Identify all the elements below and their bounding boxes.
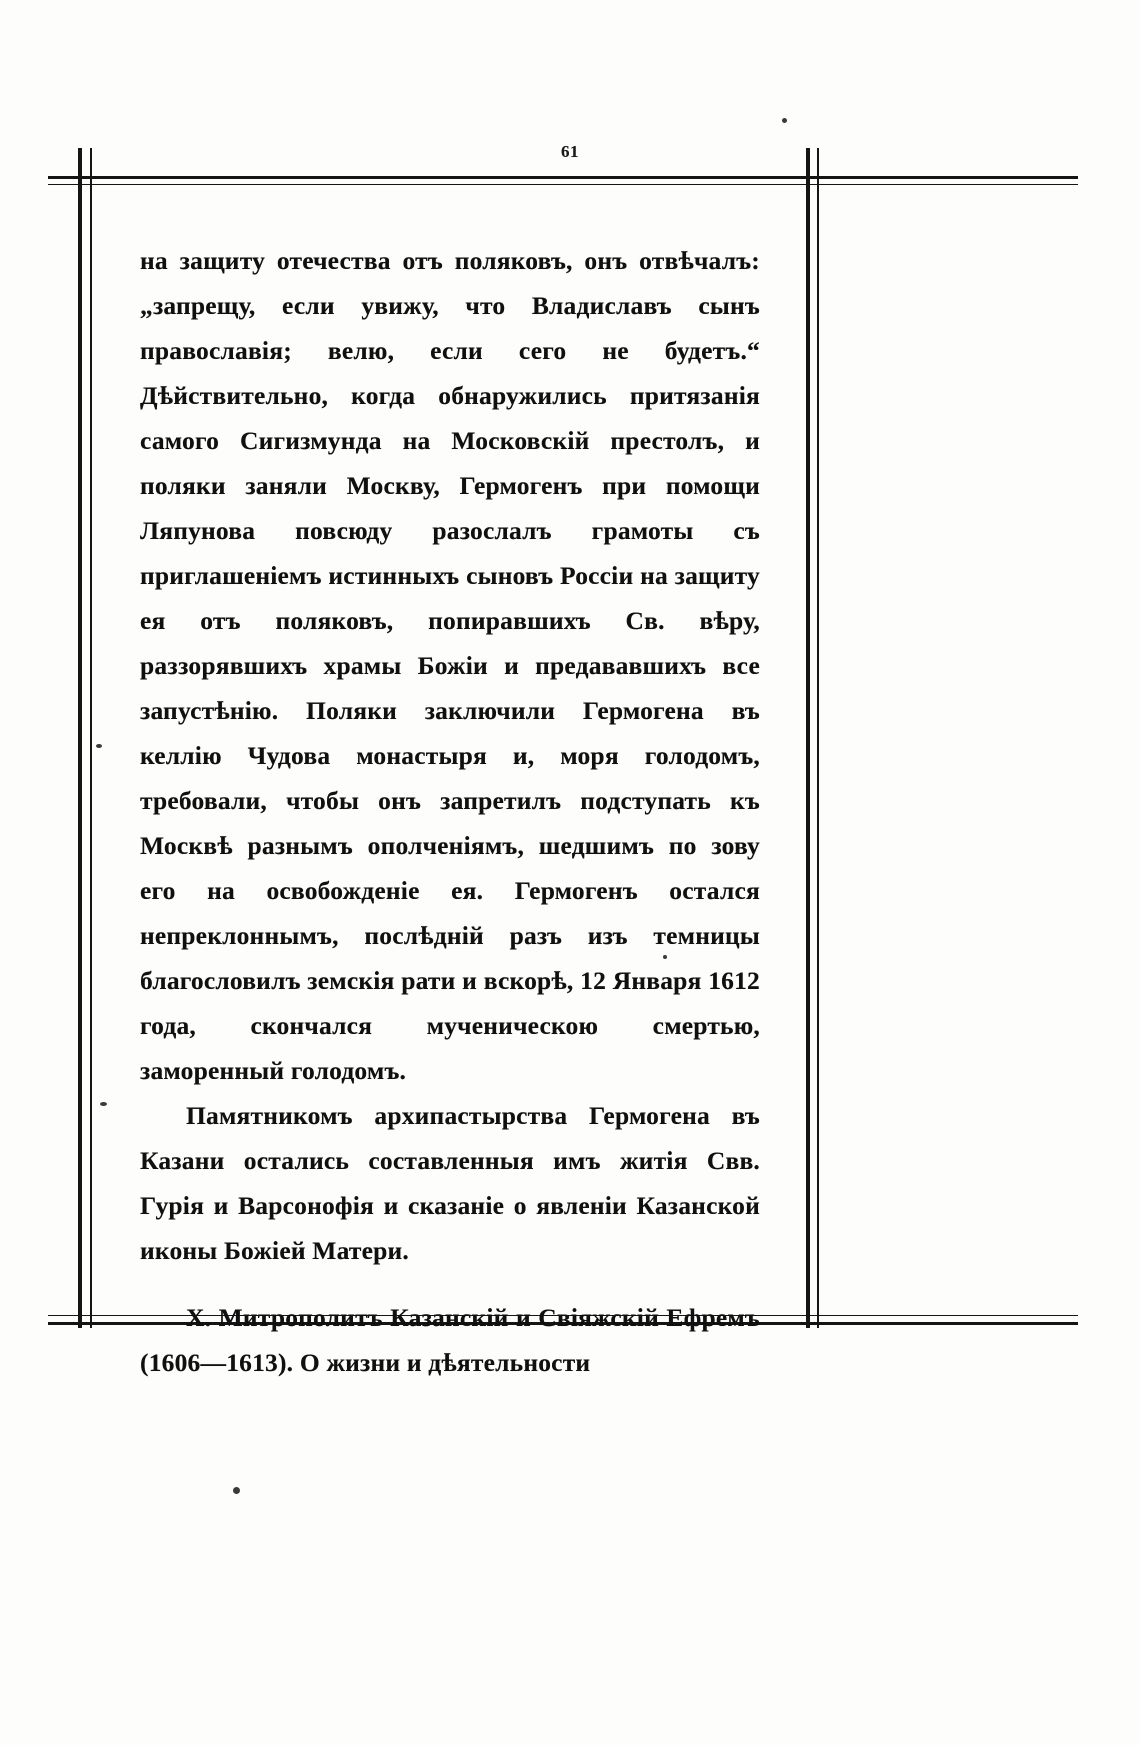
page-border-left-inner [90, 148, 92, 1328]
paragraph-1: на защиту отечества отъ поляковъ, онъ отвѣчалъ: „запрещу, если увижу, что Владиславъ сынъ православія; велю, если сего не будетъ.“ Дѣйствительно, когда обнаружились притязанія самого Сигизмунда на Московскій престолъ, и поляки заняли Москву, Гермогенъ при помощи Ляпунова повсюду разослалъ грамоты съ приглашеніемъ истинныхъ сыновъ Россіи на защиту ея отъ поляковъ, попиравшихъ Св. вѣру, раззорявшихъ храмы Божіи и предававшихъ все запустѣнію. Поляки заключили Гермогена въ келлію Чудова монастыря и, моря голодомъ, требовали, чтобы онъ запретилъ подступать къ Москвѣ разнымъ ополченіямъ, шедшимъ по зову его на освобожденіе ея. Гермогенъ остался непреклоннымъ, послѣдній разъ изъ темницы благословилъ земскія рати и вскорѣ, 12 Января 1612 года, скончался мученическою смертью, заморенный голодомъ. [140, 246, 760, 1085]
scan-artifact-dot [233, 1487, 240, 1494]
page-border-right-outer [806, 148, 810, 1328]
page-number: 61 [561, 142, 579, 161]
paragraph-3-text: X. Митрополитъ Казанскій и Свіяжскій Ефремъ (1606—1613). О жизни и дѣятельности [140, 1303, 760, 1377]
page-border-left-outer [78, 148, 82, 1328]
scan-artifact-dot [100, 1102, 107, 1106]
scan-artifact-dot [663, 955, 667, 959]
page-border-top-thin [48, 184, 1078, 185]
paragraph-2-text: Памятникомъ архипастырства Гермогена въ Казани остались составленныя имъ житія Свв. Гурія и Варсонофія и сказаніе о явленіи Казанской иконы Божіей Матери. [140, 1101, 760, 1265]
page-border-right-inner [817, 148, 819, 1328]
paragraph-3 [140, 1295, 760, 1385]
paragraph-2 [140, 1093, 760, 1273]
scan-artifact-dot [96, 744, 102, 748]
scan-artifact-dot [782, 118, 787, 123]
page-border-top-thick [48, 176, 1078, 179]
body-text-column [140, 238, 760, 1385]
